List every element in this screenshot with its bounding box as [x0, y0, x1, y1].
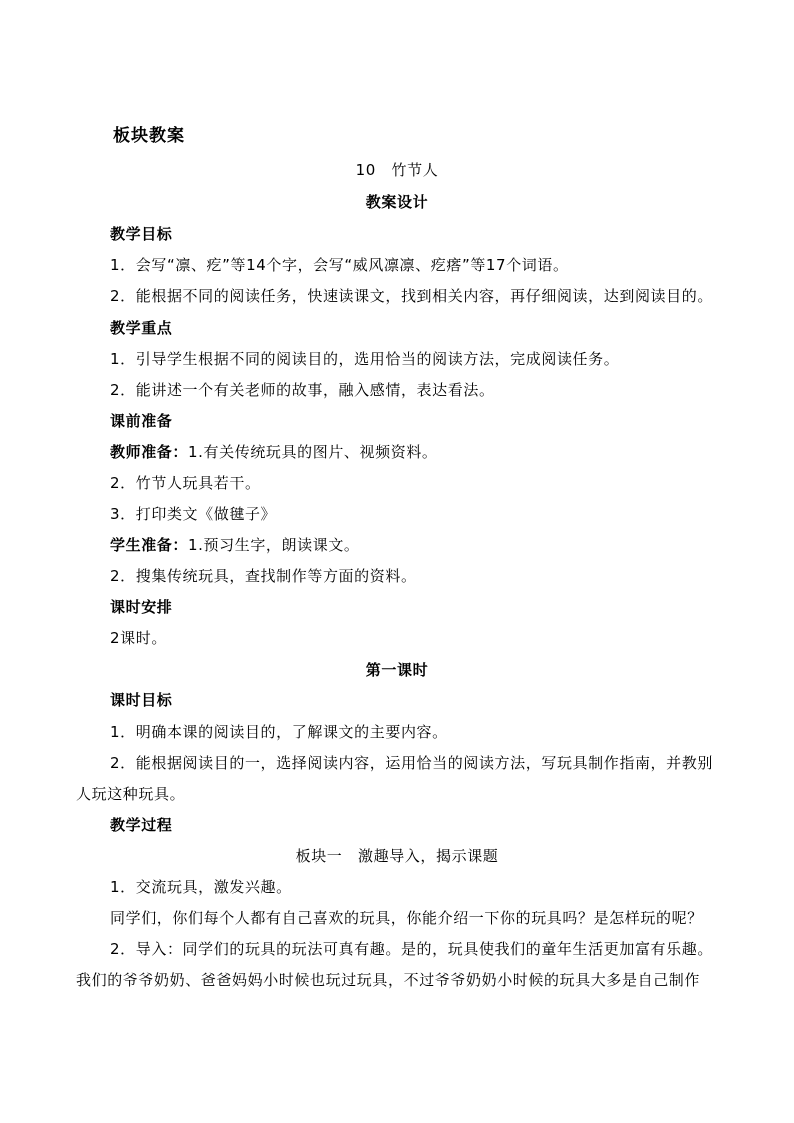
design-subtitle: 教案设计 — [365, 193, 429, 211]
teacher-preparation-item: 1.有关传统玩具的图片、视频资料。 — [188, 443, 438, 461]
key-point-item: 2．能讲述一个有关老师的故事，融入感情，表达看法。 — [110, 381, 495, 399]
lesson1-goal-item: 1．明确本课的阅读目的，了解课文的主要内容。 — [110, 723, 448, 741]
section-label: 板块教案 — [113, 126, 185, 146]
lesson1-title: 第一课时 — [365, 661, 429, 679]
teacher-preparation — [110, 442, 438, 462]
lesson1-goal-item: 人玩这种玩具。 — [76, 785, 186, 803]
teacher-preparation-item: 2．竹节人玩具若干。 — [110, 474, 261, 492]
schedule-heading: 课时安排 — [110, 598, 173, 616]
lesson1-goals-heading: 课时目标 — [110, 691, 173, 709]
preparation-heading: 课前准备 — [110, 412, 173, 430]
process-step: 我们的爷爷奶奶、爸爸妈妈小时候也玩过玩具，不过爷爷奶奶小时候的玩具大多是自己制作 — [76, 971, 701, 989]
schedule-text: 2课时。 — [110, 629, 167, 647]
key-point-item: 1．引导学生根据不同的阅读目的，选用恰当的阅读方法，完成阅读任务。 — [110, 350, 620, 368]
objective-item: 2．能根据不同的阅读任务，快速读课文，找到相关内容，再仔细阅读，达到阅读目的。 — [110, 287, 713, 305]
process-heading: 教学过程 — [110, 816, 173, 834]
student-preparation-item: 1.预习生字，朗读课文。 — [188, 536, 360, 554]
student-preparation-label: 学生准备： — [110, 536, 189, 554]
lesson-title: 10 竹节人 — [355, 161, 439, 179]
teacher-preparation-label: 教师准备： — [110, 443, 189, 461]
objectives-heading: 教学目标 — [110, 225, 173, 243]
block-title: 板块一 激趣导入，揭示课题 — [295, 847, 499, 865]
key-points-heading: 教学重点 — [110, 319, 173, 337]
lesson1-goal-item: 2．能根据阅读目的一，选择阅读内容，运用恰当的阅读方法，写玩具制作指南，并教别 — [110, 754, 713, 772]
teacher-preparation-item: 3．打印类文《做毽子》 — [110, 505, 277, 523]
student-preparation-item: 2．搜集传统玩具，查找制作等方面的资料。 — [110, 567, 417, 585]
objective-item: 1．会写“凛、疙”等14个字，会写“威风凛凛、疙瘩”等17个词语。 — [110, 256, 569, 274]
process-step: 1．交流玩具，激发兴趣。 — [110, 878, 292, 896]
process-step: 2．导入：同学们的玩具的玩法可真有趣。是的，玩具使我们的童年生活更加富有乐趣。 — [110, 940, 713, 958]
process-step: 同学们，你们每个人都有自己喜欢的玩具，你能介绍一下你的玩具吗？是怎样玩的呢？ — [110, 909, 703, 927]
student-preparation — [110, 535, 360, 555]
